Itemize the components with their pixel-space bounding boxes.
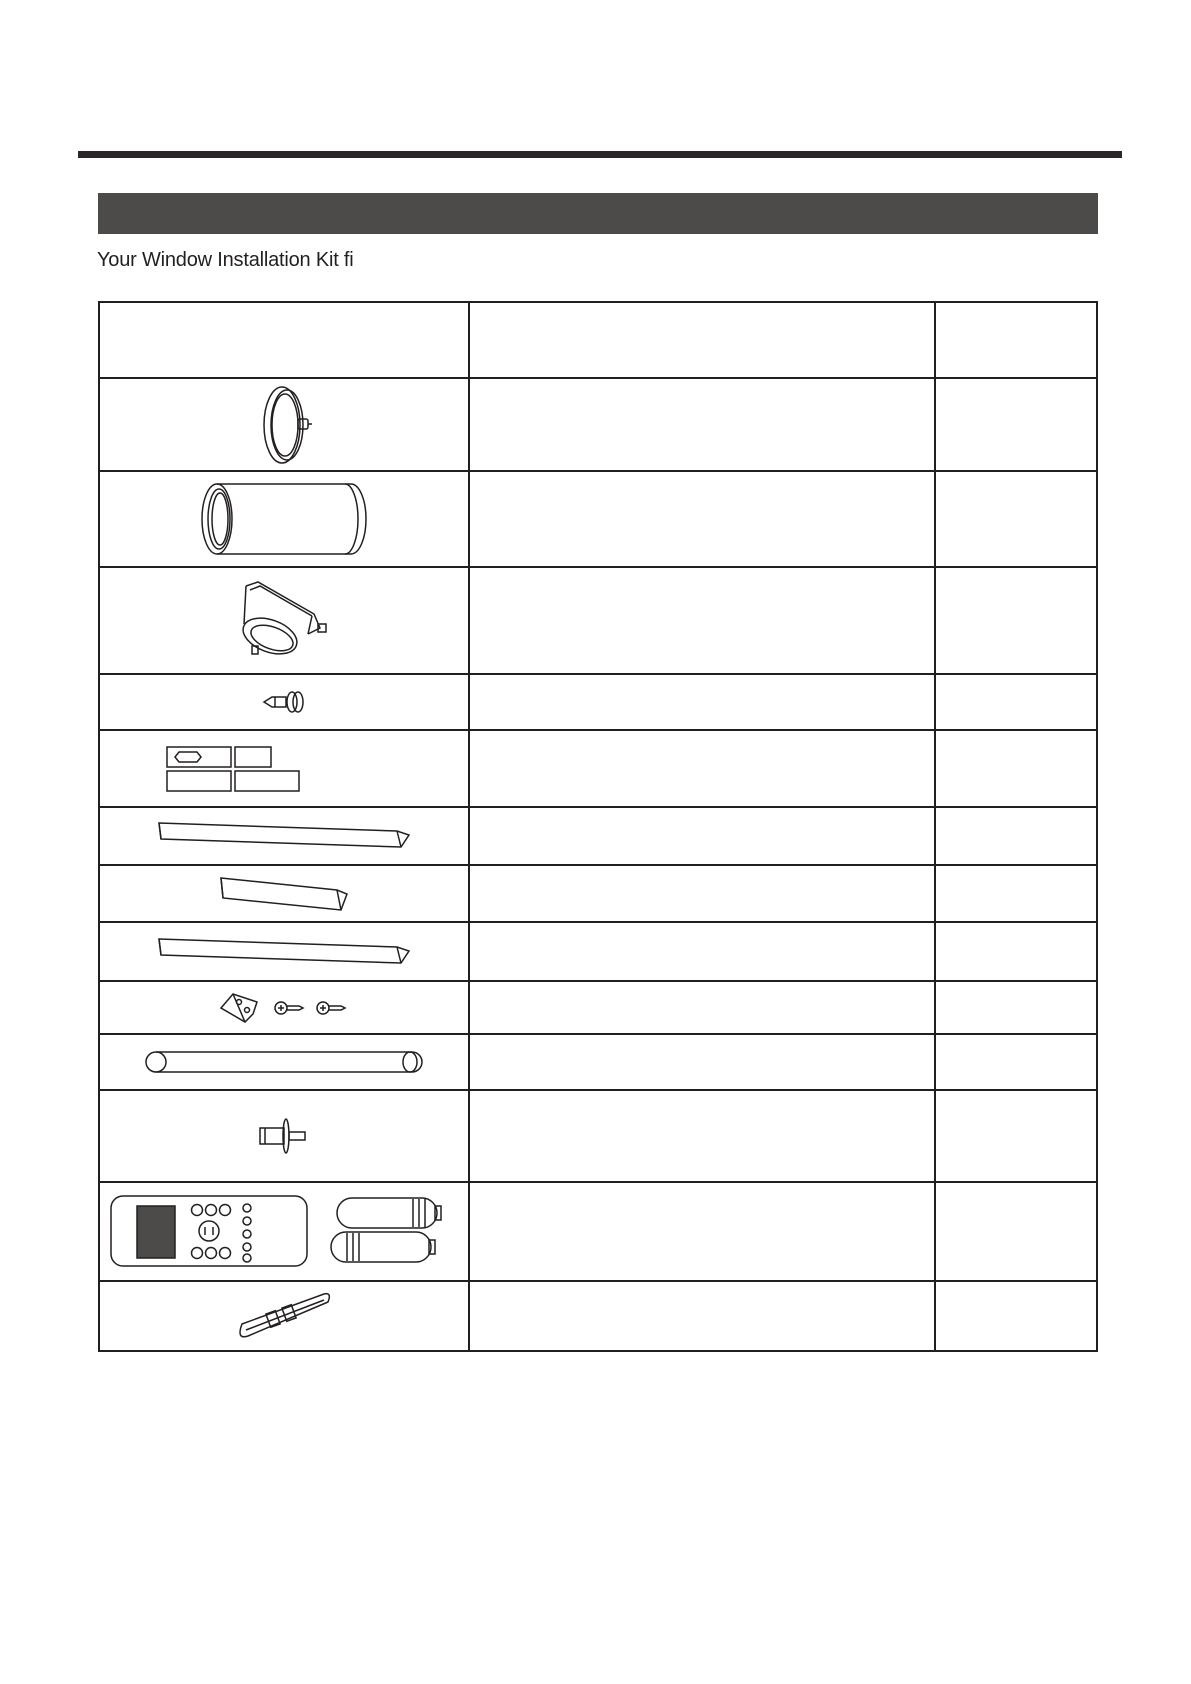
- drain-connector-icon: [254, 1116, 314, 1156]
- intro-text: Your Window Installation Kit fi: [97, 249, 354, 271]
- short-foam-strip-icon: [219, 876, 349, 912]
- table-row: [100, 980, 1096, 1033]
- table-header-row: [100, 303, 1096, 377]
- column-header-part: [100, 303, 470, 377]
- table-row: [100, 673, 1096, 729]
- table-row: [100, 1181, 1096, 1280]
- bracket-and-screws-icon: [219, 992, 349, 1024]
- table-row: [100, 1033, 1096, 1089]
- table-row: [100, 470, 1096, 566]
- table-row: [100, 1280, 1096, 1350]
- window-slider-adaptor-icon: [236, 580, 332, 662]
- section-header-bar: [98, 193, 1098, 234]
- window-slider-clip-icon: [234, 1290, 334, 1342]
- remote-control-and-batteries-icon: [109, 1190, 459, 1274]
- parts-table: [98, 301, 1098, 1352]
- foam-seals-icon: [99, 744, 469, 794]
- column-header-quantity: [936, 303, 1096, 377]
- table-row: [100, 1089, 1096, 1181]
- table-row: [100, 864, 1096, 921]
- table-row: [100, 921, 1096, 980]
- long-foam-strip-icon: [157, 937, 411, 967]
- long-foam-strip-icon: [157, 821, 411, 851]
- exhaust-hose-adaptor-icon: [254, 382, 314, 468]
- column-header-description: [470, 303, 936, 377]
- table-row: [100, 729, 1096, 806]
- table-row: [100, 377, 1096, 470]
- table-row: [100, 806, 1096, 864]
- exhaust-hose-icon: [199, 481, 369, 557]
- table-row: [100, 566, 1096, 673]
- plastic-rivet-icon: [262, 690, 306, 714]
- top-rule: [78, 151, 1122, 158]
- security-bar-icon: [144, 1050, 424, 1074]
